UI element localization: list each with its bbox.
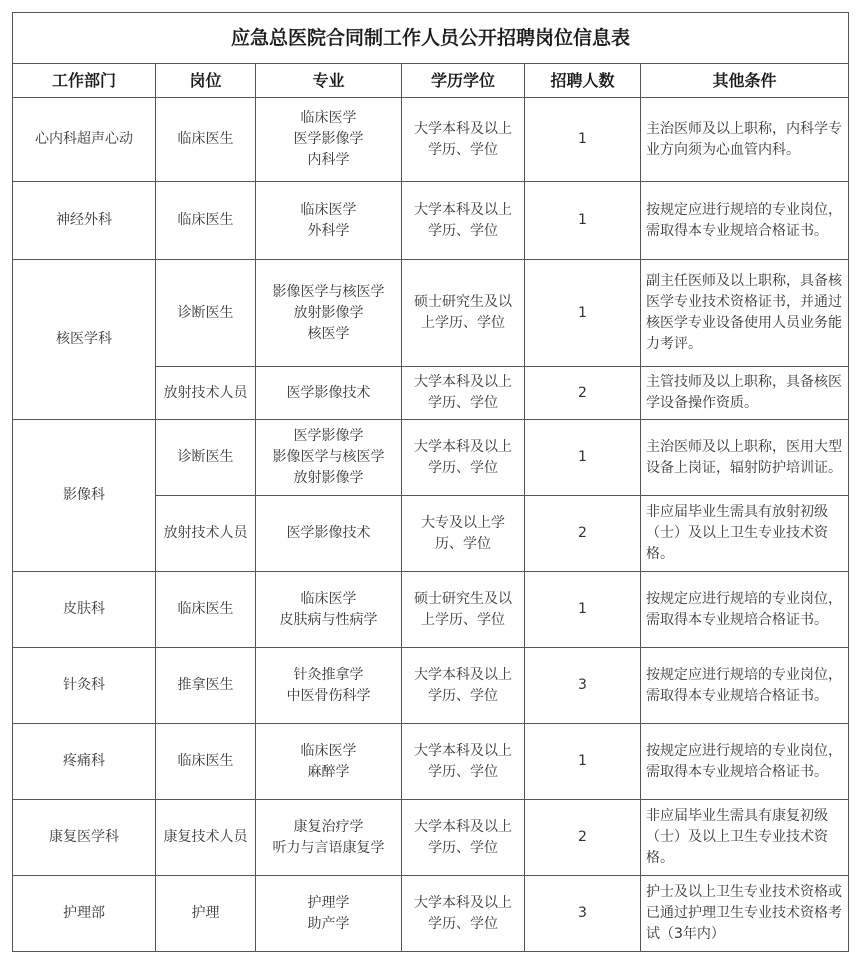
table-row	[13, 572, 849, 648]
table-row	[13, 98, 849, 182]
table-row	[13, 182, 849, 260]
department-cell: 针灸科	[13, 648, 156, 724]
other-cell: 非应届毕业生需具有放射初级（士）及以上卫生专业技术资格。	[641, 496, 849, 572]
table-row	[13, 648, 849, 724]
post-cell: 放射技术人员	[156, 496, 256, 572]
major-cell: 临床医学 医学影像学 内科学	[256, 98, 402, 182]
education-cell: 大学本科及以上 学历、学位	[402, 367, 525, 420]
header-department: 工作部门	[13, 64, 156, 98]
count-cell: 1	[525, 420, 641, 496]
department-cell: 心内科超声心动	[13, 98, 156, 182]
post-cell: 临床医生	[156, 182, 256, 260]
other-cell: 副主任医师及以上职称，具备核医学专业技术资格证书，并通过核医学专业设备使用人员业务能力考评。	[641, 260, 849, 367]
post-cell: 临床医生	[156, 98, 256, 182]
count-cell: 1	[525, 572, 641, 648]
other-cell: 非应届毕业生需具有康复初级（士）及以上卫生专业技术资格。	[641, 800, 849, 876]
major-cell: 针灸推拿学 中医骨伤科学	[256, 648, 402, 724]
table-title: 应急总医院合同制工作人员公开招聘岗位信息表	[13, 13, 849, 64]
count-cell: 1	[525, 260, 641, 367]
header-row	[13, 64, 849, 98]
education-cell: 硕士研究生及以 上学历、学位	[402, 572, 525, 648]
count-cell: 2	[525, 496, 641, 572]
major-cell: 影像医学与核医学 放射影像学 核医学	[256, 260, 402, 367]
count-cell: 3	[525, 876, 641, 952]
header-post: 岗位	[156, 64, 256, 98]
count-cell: 2	[525, 800, 641, 876]
major-cell: 临床医学 皮肤病与性病学	[256, 572, 402, 648]
major-cell: 医学影像技术	[256, 367, 402, 420]
post-cell: 诊断医生	[156, 260, 256, 367]
post-cell: 临床医生	[156, 572, 256, 648]
department-cell: 皮肤科	[13, 572, 156, 648]
education-cell: 大学本科及以上 学历、学位	[402, 724, 525, 800]
major-cell: 医学影像学 影像医学与核医学 放射影像学	[256, 420, 402, 496]
header-other: 其他条件	[641, 64, 849, 98]
count-cell: 1	[525, 182, 641, 260]
department-cell: 护理部	[13, 876, 156, 952]
education-cell: 硕士研究生及以 上学历、学位	[402, 260, 525, 367]
other-cell: 主管技师及以上职称，具备核医学设备操作资质。	[641, 367, 849, 420]
department-cell: 神经外科	[13, 182, 156, 260]
major-cell: 护理学 助产学	[256, 876, 402, 952]
department-cell: 疼痛科	[13, 724, 156, 800]
major-cell: 医学影像技术	[256, 496, 402, 572]
recruitment-table	[12, 12, 849, 952]
count-cell: 1	[525, 724, 641, 800]
other-cell: 主治医师及以上职称，医用大型设备上岗证，辐射防护培训证。	[641, 420, 849, 496]
major-cell: 临床医学 麻醉学	[256, 724, 402, 800]
post-cell: 诊断医生	[156, 420, 256, 496]
header-count: 招聘人数	[525, 64, 641, 98]
education-cell: 大专及以上学 历、学位	[402, 496, 525, 572]
department-cell: 影像科	[13, 420, 156, 572]
department-cell: 核医学科	[13, 260, 156, 420]
education-cell: 大学本科及以上 学历、学位	[402, 876, 525, 952]
education-cell: 大学本科及以上 学历、学位	[402, 182, 525, 260]
other-cell: 主治医师及以上职称，内科学专业方向须为心血管内科。	[641, 98, 849, 182]
post-cell: 临床医生	[156, 724, 256, 800]
department-cell: 康复医学科	[13, 800, 156, 876]
post-cell: 康复技术人员	[156, 800, 256, 876]
education-cell: 大学本科及以上 学历、学位	[402, 800, 525, 876]
table-row	[13, 420, 849, 496]
education-cell: 大学本科及以上 学历、学位	[402, 648, 525, 724]
count-cell: 2	[525, 367, 641, 420]
table-row	[13, 724, 849, 800]
major-cell: 康复治疗学 听力与言语康复学	[256, 800, 402, 876]
education-cell: 大学本科及以上 学历、学位	[402, 98, 525, 182]
header-education: 学历学位	[402, 64, 525, 98]
table-row	[13, 260, 849, 367]
count-cell: 1	[525, 98, 641, 182]
education-cell: 大学本科及以上 学历、学位	[402, 420, 525, 496]
other-cell: 护士及以上卫生专业技术资格或已通过护理卫生专业技术资格考试（3年内）	[641, 876, 849, 952]
post-cell: 放射技术人员	[156, 367, 256, 420]
post-cell: 护理	[156, 876, 256, 952]
major-cell: 临床医学 外科学	[256, 182, 402, 260]
table-row	[13, 876, 849, 952]
table-row	[13, 800, 849, 876]
other-cell: 按规定应进行规培的专业岗位，需取得本专业规培合格证书。	[641, 572, 849, 648]
other-cell: 按规定应进行规培的专业岗位，需取得本专业规培合格证书。	[641, 182, 849, 260]
post-cell: 推拿医生	[156, 648, 256, 724]
count-cell: 3	[525, 648, 641, 724]
other-cell: 按规定应进行规培的专业岗位，需取得本专业规培合格证书。	[641, 724, 849, 800]
other-cell: 按规定应进行规培的专业岗位，需取得本专业规培合格证书。	[641, 648, 849, 724]
header-major: 专业	[256, 64, 402, 98]
